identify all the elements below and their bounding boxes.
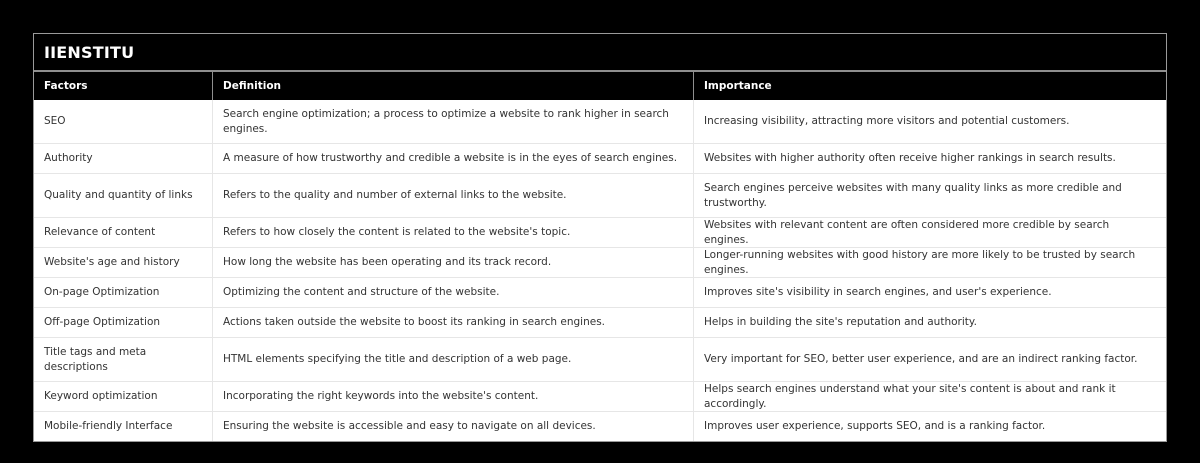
importance-cell: Very important for SEO, better user experience, and are an indirect ranking factor. (704, 353, 1138, 365)
table-row (34, 382, 1166, 412)
factor-cell: On-page Optimization (34, 278, 213, 307)
definition-cell: Optimizing the content and structure of the website. (213, 278, 694, 307)
factor-cell: Keyword optimization (34, 382, 213, 411)
column-header-factors: Factors (34, 72, 213, 100)
definition-cell: Search engine optimization; a process to optimize a website to rank higher in search engines. (213, 100, 694, 143)
importance-cell: Helps search engines understand what your site's content is about and rank it accordingly. (704, 382, 1116, 410)
factor-cell: Mobile-friendly Interface (34, 412, 213, 441)
definition-cell: Ensuring the website is accessible and easy to navigate on all devices. (213, 412, 694, 441)
importance-cell: Search engines perceive websites with many quality links as more credible and trustworthy. (704, 181, 1122, 209)
factor-cell: Quality and quantity of links (34, 174, 213, 217)
column-header-definition: Definition (213, 72, 694, 100)
factor-cell: SEO (34, 100, 213, 143)
factor-cell: Off-page Optimization (34, 308, 213, 337)
table-row (34, 248, 1166, 278)
factor-cell: Title tags and meta descriptions (34, 338, 213, 381)
table-row (34, 412, 1166, 441)
importance-cell: Websites with higher authority often receive higher rankings in search results. (704, 152, 1116, 164)
importance-cell: Improves user experience, supports SEO, and is a ranking factor. (704, 420, 1046, 432)
factor-cell: Relevance of content (34, 218, 213, 247)
importance-cell: Improves site's visibility in search engines, and user's experience. (704, 286, 1052, 298)
table-header-row (34, 72, 1166, 100)
importance-cell: Increasing visibility, attracting more visitors and potential customers. (704, 115, 1070, 127)
factor-cell: Website's age and history (34, 248, 213, 277)
table-row (34, 278, 1166, 308)
column-header-importance: Importance (704, 79, 772, 92)
definition-cell: Incorporating the right keywords into the website's content. (213, 382, 694, 411)
definition-cell: Refers to how closely the content is related to the website's topic. (213, 218, 694, 247)
table-row (34, 308, 1166, 338)
factor-cell: Authority (34, 144, 213, 173)
table-row (34, 338, 1166, 382)
seo-factors-table (33, 33, 1167, 442)
table-row (34, 218, 1166, 248)
table-row (34, 144, 1166, 174)
table-row (34, 174, 1166, 218)
importance-cell: Longer-running websites with good history are more likely to be trusted by search engines. (704, 248, 1136, 276)
importance-cell: Websites with relevant content are often considered more credible by search engines. (704, 218, 1110, 246)
definition-cell: HTML elements specifying the title and description of a web page. (213, 338, 694, 381)
table-title: IIENSTITU (34, 34, 1166, 72)
definition-cell: How long the website has been operating and its track record. (213, 248, 694, 277)
definition-cell: Actions taken outside the website to boost its ranking in search engines. (213, 308, 694, 337)
table-row (34, 100, 1166, 144)
importance-cell: Helps in building the site's reputation and authority. (704, 316, 977, 328)
definition-cell: A measure of how trustworthy and credible a website is in the eyes of search engines. (213, 144, 694, 173)
definition-cell: Refers to the quality and number of external links to the website. (213, 174, 694, 217)
